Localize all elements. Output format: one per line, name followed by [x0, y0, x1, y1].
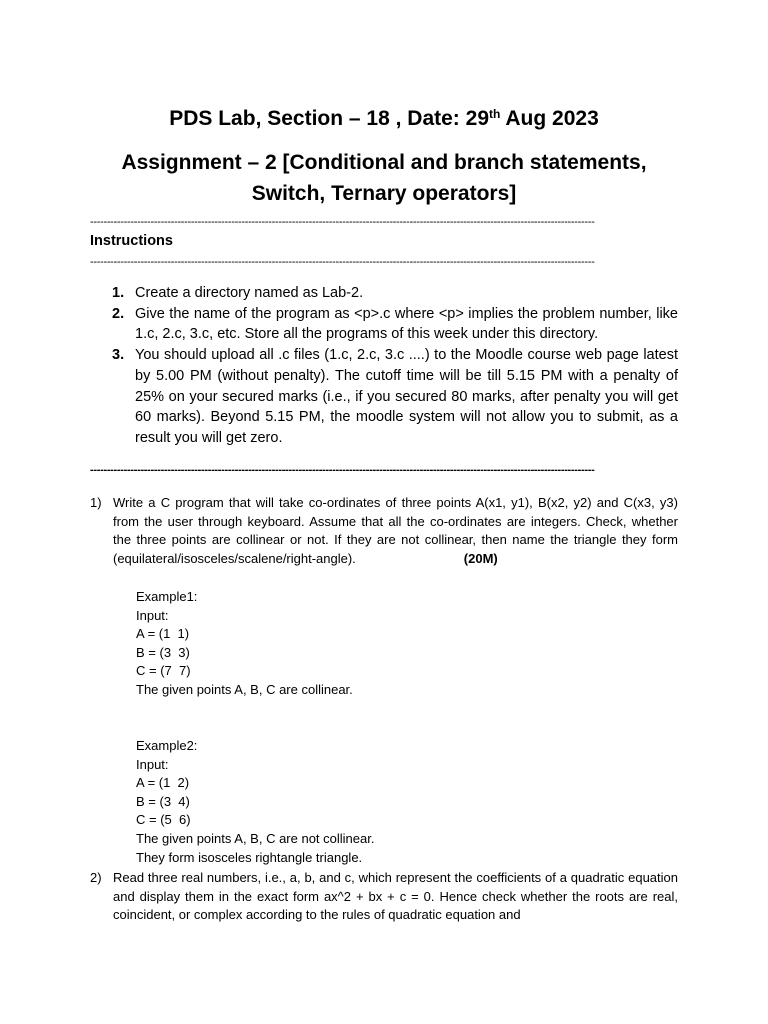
example-line: B = (3 4) — [136, 793, 190, 809]
question-text-block — [113, 494, 678, 568]
separator-bottom: ------------------------------------------------------------------------------------------------------------------------------------------------------ — [90, 464, 595, 476]
example-line: A = (1 1) — [136, 626, 190, 642]
example-line: Example2: — [136, 738, 198, 753]
example-line: C = (5 6) — [136, 812, 191, 828]
title-prefix: PDS Lab, Section – 18 , Date: 29 — [169, 107, 489, 130]
title-suffix: Aug 2023 — [500, 107, 599, 130]
instructions-heading: Instructions — [90, 233, 173, 249]
instruction-item — [112, 345, 678, 449]
instruction-text: Give the name of the program as <p>.c where <p> implies the problem number, like 1.c, 2.c, 3.c, etc. Store all the programs of this week under this directory. — [135, 305, 678, 343]
question-1 — [90, 494, 678, 568]
assignment-title-line2: Switch, Ternary operators] — [251, 182, 517, 205]
instruction-text: You should upload all .c files (1.c, 2.c, 3.c ....) to the Moodle course web page latest by 5.00 PM (without penalty). The cutoff time will be till 5.15 PM with a penalty of 25% on your secured marks (i.e., if you secured 80 marks, after penalty you will get 60 marks). Beyond 5.15 PM, the moodle system will not allow you to submit, as a result you will get zero. — [135, 347, 678, 446]
example-line: Input: — [136, 756, 169, 772]
question-marks: (20M) — [463, 550, 498, 566]
title-superscript: th — [489, 107, 501, 121]
example-line: B = (3 3) — [136, 644, 190, 660]
separator-mid: ------------------------------------------------------------------------------------------------------------------------------------------------------ — [90, 256, 595, 268]
example-2 — [136, 737, 374, 867]
question-2 — [90, 869, 678, 925]
instruction-item — [112, 283, 678, 304]
instruction-number: 2. — [112, 305, 125, 322]
page-title — [0, 104, 768, 134]
assignment-title-line1: Assignment – 2 [Conditional and branch statements, — [121, 151, 647, 174]
example-line: Example1: — [136, 589, 198, 604]
example-line: The given points A, B, C are not collinear. — [136, 830, 375, 846]
separator-top: ------------------------------------------------------------------------------------------------------------------------------------------------------ — [90, 216, 595, 228]
instructions-list — [112, 283, 678, 449]
instruction-number: 3. — [112, 347, 125, 364]
question-text: Write a C program that will take co-ordinates of three points A(x1, y1), B(x2, y2) and C(x3, y3) from the user through keyboard. Assume that all the co-ordinates are integers. Check, whether the three points are collinear or not. If they are not collinear, then name the triangle they form (equilateral/isosceles/scalene/right-angle). — [113, 495, 678, 566]
instruction-item — [112, 304, 678, 345]
example-1 — [136, 588, 353, 700]
question-number: 1) — [90, 495, 102, 510]
instruction-number: 1. — [112, 285, 125, 301]
example-line: A = (1 2) — [136, 775, 190, 791]
question-text: Read three real numbers, i.e., a, b, and c, which represent the coefficients of a quadratic equation and display them in the exact form ax^2 + bx + c = 0. Hence check whether the roots are real, coincident, or complex according to the rules of quadratic equation and — [113, 870, 678, 923]
example-line: C = (7 7) — [136, 663, 191, 679]
question-number: 2) — [90, 870, 102, 885]
instruction-text: Create a directory named as Lab-2. — [135, 285, 364, 301]
example-line: They form isosceles rightangle triangle. — [136, 849, 363, 865]
example-line: Input: — [136, 607, 169, 623]
example-line: The given points A, B, C are collinear. — [136, 681, 353, 697]
